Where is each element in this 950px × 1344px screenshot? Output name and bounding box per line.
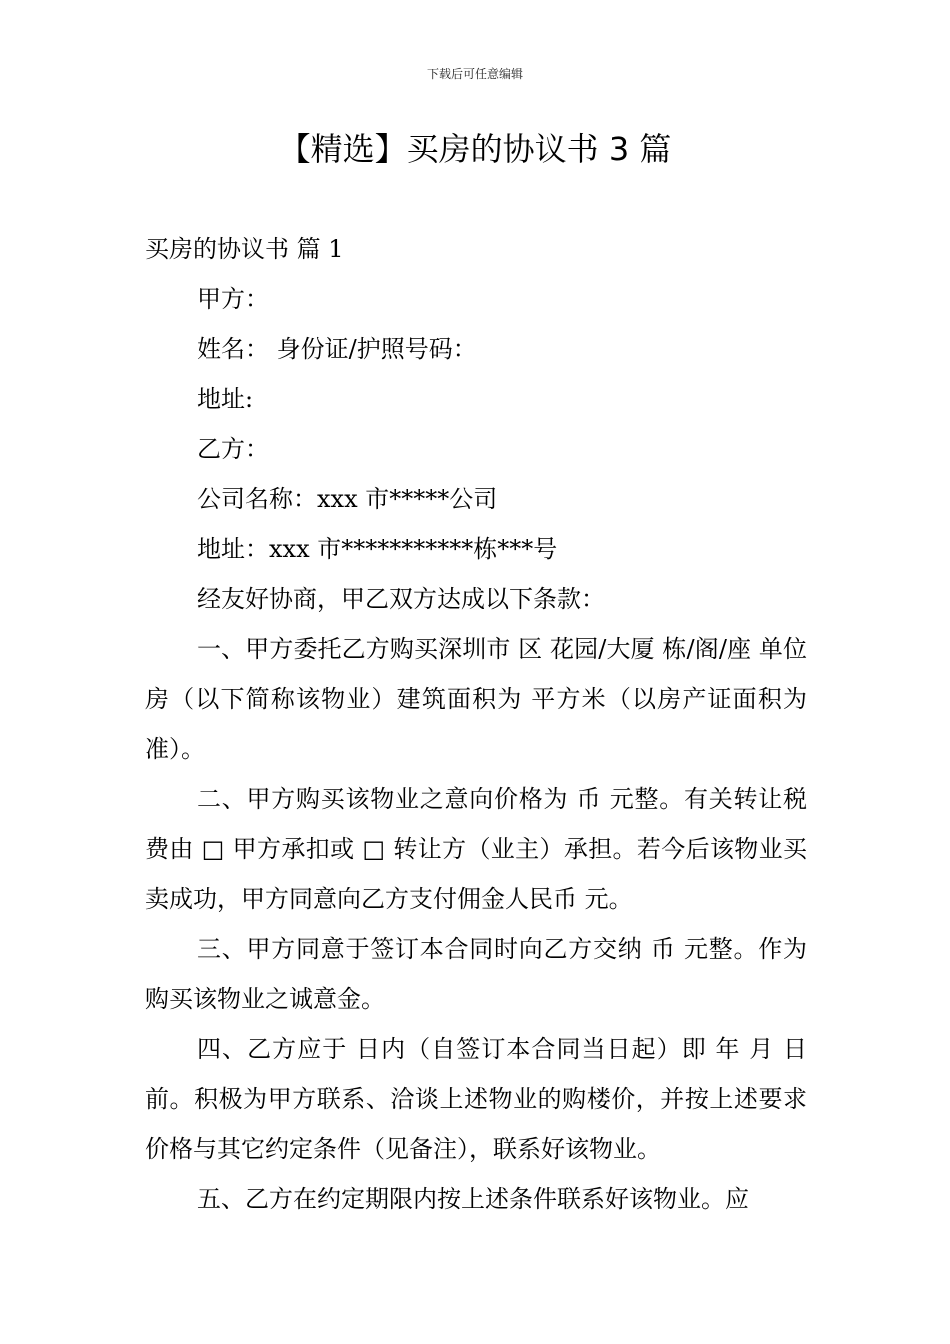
document-title: 【精选】买房的协议书 3 篇 [278, 130, 672, 168]
clause-5: 五、乙方在约定期限内按上述条件联系好该物业。应 [197, 1185, 749, 1213]
clause-2: 二、甲方购买该物业之意向价格为 币 元整。有关转让税费由 □ 甲方承扣或 □ 转让方（业主）承担。若今后该物业买卖成功，甲方同意向乙方支付佣金人民币 元。 [145, 785, 807, 913]
page-header-note: 下载后可任意编辑 [426, 67, 523, 81]
clause-1: 一、甲方委托乙方购买深圳市 区 花园/大厦 栋/阁/座 单位房（以下简称该物业）建筑面积为 平方米（以房产证面积为准）。 [145, 635, 807, 763]
party-b-address: 地址：xxx 市***********栋***号 [197, 535, 558, 563]
document-body [145, 224, 807, 1224]
party-a-address: 地址: [197, 385, 254, 413]
party-b-company: 公司名称：xxx 市*****公司 [197, 485, 498, 513]
party-b-label: 乙方： [197, 435, 269, 463]
clause-3: 三、甲方同意于签订本合同时向乙方交纳 币 元整。作为购买该物业之诚意金。 [145, 935, 807, 1013]
party-a-name-id: 姓名： 身份证/护照号码： [197, 335, 477, 363]
agreement-intro: 经友好协商，甲乙双方达成以下条款： [197, 585, 605, 613]
clause-4: 四、乙方应于 日内（自签订本合同当日起）即 年 月 日 前。积极为甲方联系、洽谈上述物业的购楼价，并按上述要求价格与其它约定条件（见备注），联系好该物业。 [145, 1035, 807, 1163]
section-heading: 买房的协议书 篇 1 [145, 235, 344, 263]
party-a-label: 甲方： [197, 285, 269, 313]
